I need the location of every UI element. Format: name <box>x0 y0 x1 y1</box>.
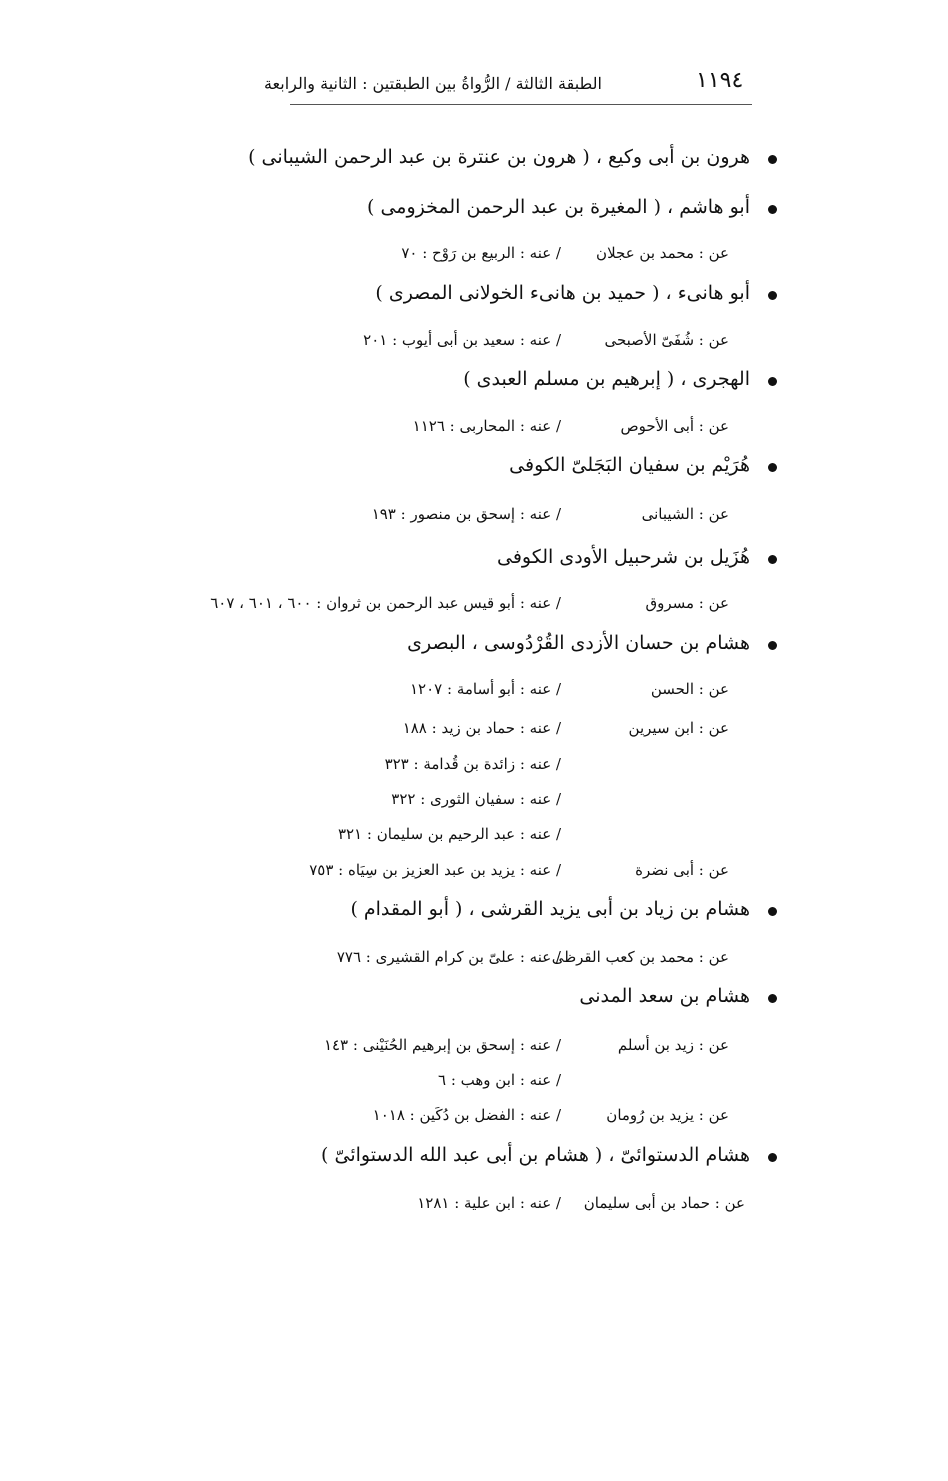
bullet-marker <box>768 155 777 164</box>
narrator-from: عن : ابن سيرين <box>628 719 729 737</box>
narrator-from: عن : يزيد بن رُومان <box>606 1106 729 1124</box>
bullet-marker <box>768 291 777 300</box>
narrator-to: / عنه : يزيد بن عبد العزيز بن سِيَاه : ٧٥٣ <box>309 861 561 879</box>
entry-name: هشام بن سعد المدنى <box>579 985 750 1007</box>
narrator-to: / عنه : علىّ بن كرام القشيرى : ٧٧٦ <box>336 948 561 966</box>
narrator-from: عن : محمد بن كعب القرظى <box>551 948 729 966</box>
narrator-from: عن : مسروق <box>645 594 729 612</box>
narrator-to: / عنه : أبو أسامة : ١٢٠٧ <box>410 680 561 698</box>
entry-name: الهجرى ، ( إبرهيم بن مسلم العبدى ) <box>463 368 750 390</box>
bullet-marker <box>768 555 777 564</box>
bullet-marker <box>768 994 777 1003</box>
narrator-to: / عنه : إسحق بن إبرهيم الحُنَيْنى : ١٤٣ <box>323 1036 561 1054</box>
page-number: ١١٩٤ <box>696 68 744 93</box>
entry-name: هشام الدستوائىّ ، ( هشام بن أبى عبد الله الدستوائىّ ) <box>321 1144 750 1166</box>
bullet-marker <box>768 377 777 386</box>
entry-name: هشام بن حسان الأزدى القُرْدُوسى ، البصرى <box>407 632 750 654</box>
narrator-from: عن : شُفَىّ الأصبحى <box>604 331 729 349</box>
narrator-from: عن : حماد بن أبى سليمان <box>583 1194 745 1212</box>
narrator-to: / عنه : الفضل بن دُكَين : ١٠١٨ <box>372 1106 561 1124</box>
narrator-from: عن : أبى الأحوص <box>620 417 729 435</box>
narrator-to: / عنه : إسحق بن منصور : ١٩٣ <box>371 505 561 523</box>
header-rule <box>290 104 752 105</box>
narrator-to: / عنه : زائدة بن قُدامة : ٣٢٣ <box>384 755 561 773</box>
bullet-marker <box>768 463 777 472</box>
entry-name: أبو هانىء ، ( حميد بن هانىء الخولانى المصرى ) <box>375 282 750 304</box>
narrator-from: عن : أبى نضرة <box>635 861 729 879</box>
entry-name: هُزَيل بن شرحبيل الأودى الكوفى <box>496 546 750 568</box>
narrator-to: / عنه : أبو قيس عبد الرحمن بن ثروان : ٦٠٠ ، ٦٠١ ، ٦٠٧ <box>210 594 561 612</box>
narrator-from: عن : زيد بن أسلم <box>617 1036 729 1054</box>
narrator-to: / عنه : سفيان الثورى : ٣٢٢ <box>391 790 561 808</box>
narrator-to: / عنه : ابن وهب : ٦ <box>438 1071 561 1089</box>
narrator-to: / عنه : المحاربى : ١١٢٦ <box>412 417 561 435</box>
bullet-marker <box>768 205 777 214</box>
narrator-from: عن : محمد بن عجلان <box>596 244 729 262</box>
running-title: الطبقة الثالثة / الرُّواةُ بين الطبقتين : الثانية والرابعة <box>263 74 602 93</box>
entry-name: هشام بن زياد بن أبى يزيد القرشى ، ( أبو المقدام ) <box>350 898 750 920</box>
narrator-to: / عنه : عبد الرحيم بن سليمان : ٣٢١ <box>337 825 561 843</box>
entry-name: هُرَيْم بن سفيان البَجَلىّ الكوفى <box>509 454 750 476</box>
narrator-to: / عنه : الربيع بن رَوْح : ٧٠ <box>401 244 561 262</box>
narrator-from: عن : الحسن <box>650 680 729 698</box>
narrator-from: عن : الشيبانى <box>641 505 729 523</box>
bullet-marker <box>768 907 777 916</box>
entry-name: هرون بن أبى وكيع ، ( هرون بن عنترة بن عبد الرحمن الشيبانى ) <box>248 146 750 168</box>
narrator-to: / عنه : حماد بن زيد : ١٨٨ <box>402 719 561 737</box>
narrator-to: / عنه : ابن علية : ١٢٨١ <box>417 1194 561 1212</box>
entry-name: أبو هاشم ، ( المغيرة بن عبد الرحمن المخزومى ) <box>367 196 750 218</box>
narrator-to: / عنه : سعيد بن أبى أيوب : ٢٠١ <box>363 331 561 349</box>
bullet-marker <box>768 1153 777 1162</box>
bullet-marker <box>768 641 777 650</box>
